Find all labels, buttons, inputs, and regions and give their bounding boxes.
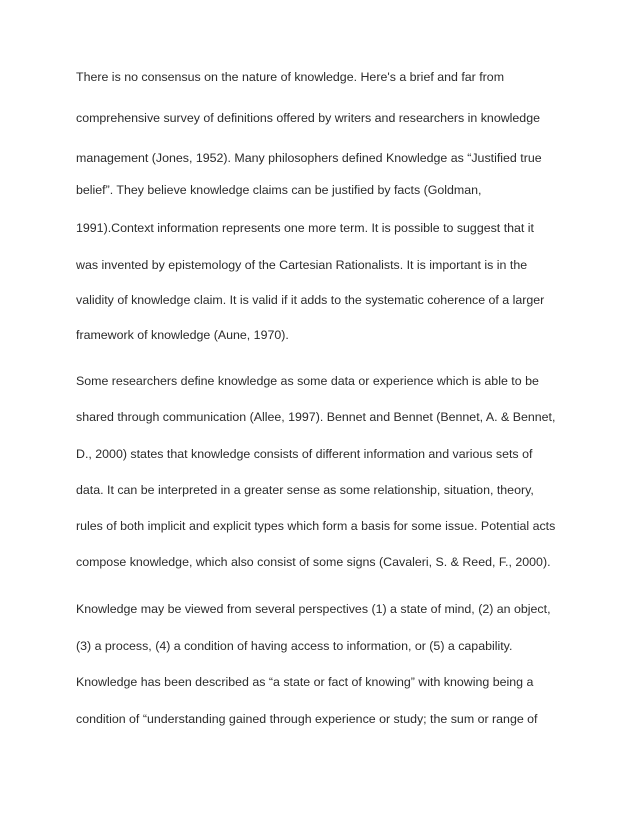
text-line: There is no consensus on the nature of knowledge. Here's a brief and far from xyxy=(76,70,505,84)
text-line: Knowledge may be viewed from several perspectives (1) a state of mind, (2) an object, xyxy=(76,602,551,616)
text-line: 1991).Context information represents one more term. It is possible to suggest that it xyxy=(76,221,534,235)
text-line: condition of “understanding gained through experience or study; the sum or range of xyxy=(76,712,538,726)
text-line: comprehensive survey of definitions offered by writers and researchers in knowledge xyxy=(76,111,540,125)
text-line: (3) a process, (4) a condition of having access to information, or (5) a capability. xyxy=(76,639,513,653)
text-line: rules of both implicit and explicit types which form a basis for some issue. Potential acts xyxy=(76,519,556,533)
text-line: data. It can be interpreted in a greater sense as some relationship, situation, theory, xyxy=(76,483,534,497)
text-line: belief”. They believe knowledge claims can be justified by facts (Goldman, xyxy=(76,183,482,197)
text-line: was invented by epistemology of the Cartesian Rationalists. It is important is in the xyxy=(76,258,528,272)
text-line: D., 2000) states that knowledge consists of different information and various sets of xyxy=(76,447,533,461)
text-line: shared through communication (Allee, 1997). Bennet and Bennet (Bennet, A. & Bennet, xyxy=(76,410,556,424)
text-line: Knowledge has been described as “a state or fact of knowing” with knowing being a xyxy=(76,675,534,689)
text-line: management (Jones, 1952). Many philosophers defined Knowledge as “Justified true xyxy=(76,151,542,165)
text-line: compose knowledge, which also consist of some signs (Cavaleri, S. & Reed, F., 2000). xyxy=(76,555,551,569)
text-line: framework of knowledge (Aune, 1970). xyxy=(76,328,289,342)
text-line: Some researchers define knowledge as some data or experience which is able to be xyxy=(76,374,539,388)
text-line: validity of knowledge claim. It is valid if it adds to the systematic coherence of a larger xyxy=(76,293,545,307)
